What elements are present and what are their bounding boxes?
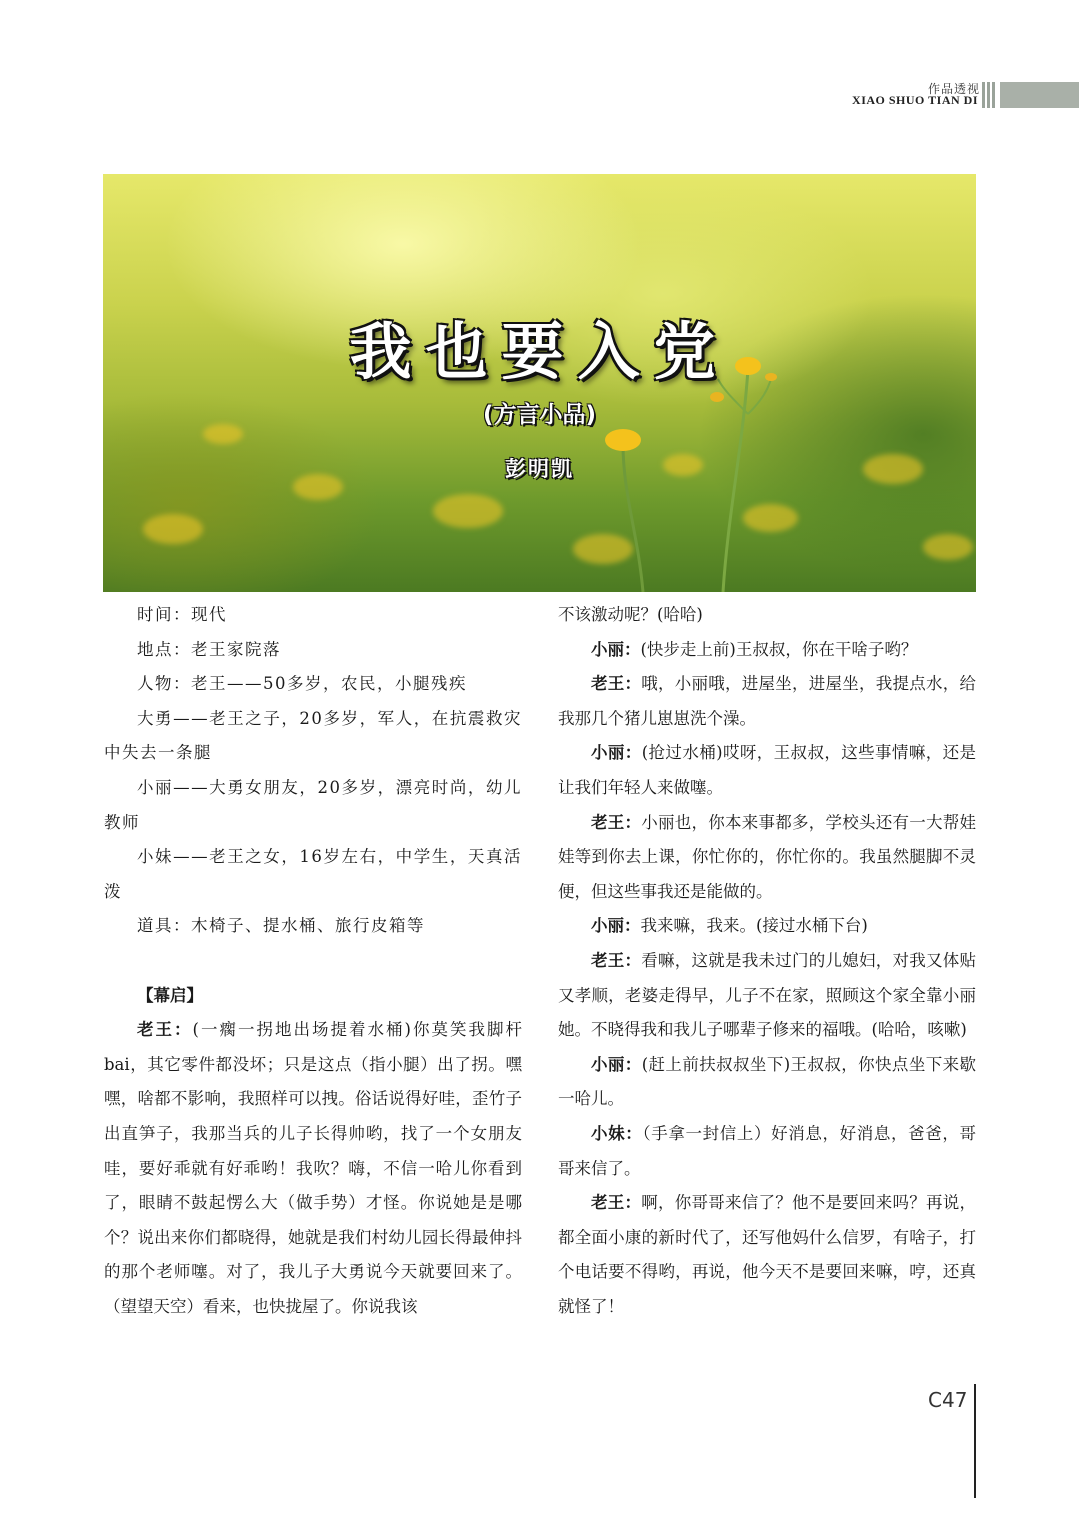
speaker-name: 小丽： — [591, 743, 642, 763]
paragraph-text: 看嘛，这就是我未过门的儿媳妇，对我又体贴又孝顺，老婆走得早，儿子不在家，照顾这个家全靠小丽她。不晓得我和我儿子哪辈子修来的福哦。(哈哈，咳嗽) — [558, 950, 976, 1040]
dialogue-line — [558, 1048, 976, 1117]
paragraph-gap — [104, 944, 522, 979]
article-subtitle: (方言小品) — [482, 402, 597, 428]
title-banner — [103, 174, 976, 592]
paragraph-text: 道具：木椅子、提水桶、旅行皮箱等 — [137, 916, 425, 936]
paragraph-text: 小丽——大勇女朋友，20多岁，漂亮时尚，幼儿教师 — [104, 777, 522, 832]
header-bar — [1000, 82, 1079, 108]
speaker-name: 小丽： — [591, 916, 641, 936]
text-column-right — [558, 598, 976, 1324]
header-stripes — [982, 82, 995, 108]
dialogue-line — [558, 1186, 976, 1324]
speaker-name: 老王： — [137, 1020, 193, 1040]
speaker-name: 小妹： — [591, 1123, 643, 1143]
speaker-name: 小丽： — [591, 1054, 642, 1074]
dialogue-line — [558, 909, 976, 944]
paragraph — [104, 909, 522, 944]
section-label-cn: 作品透视 — [927, 82, 980, 96]
speaker-name: 老王： — [591, 1193, 642, 1213]
paragraph-text: （手拿一封信上）好消息，好消息，爸爸，哥哥来信了。 — [558, 1123, 976, 1178]
paragraph-text: 小丽也，你本来事都多，学校头还有一大帮娃娃等到你去上课，你忙你的，你忙你的。我虽然腿脚不灵便，但这些事我还是能做的。 — [558, 812, 976, 901]
paragraph-text: (快步走上前)王叔叔，你在干啥子哟？ — [640, 639, 918, 659]
paragraph-text: 【幕启】 — [137, 985, 203, 1005]
footer-rule — [974, 1384, 976, 1498]
dialogue-line — [558, 633, 976, 668]
speaker-name: 老王： — [591, 950, 642, 970]
paragraph — [104, 633, 522, 668]
speaker-name: 老王： — [591, 674, 642, 694]
paragraph-text: 地点：老王家院落 — [137, 639, 281, 659]
section-label-en: XIAO SHUO TIAN DI — [852, 93, 978, 107]
page-number: C47 — [928, 1388, 968, 1412]
paragraph-text: 哦，小丽哦，进屋坐，进屋坐，我提点水，给我那几个猪儿崽崽洗个澡。 — [558, 674, 976, 728]
paragraph-text: 小妹——老王之女，16岁左右，中学生，天真活泼 — [104, 847, 522, 901]
dialogue-line — [558, 736, 976, 805]
text-column-left — [104, 598, 522, 1324]
paragraph — [104, 979, 522, 1014]
speaker-name: 老王： — [591, 812, 642, 832]
paragraph — [558, 598, 976, 633]
dialogue-line — [104, 1013, 522, 1324]
dialogue-line — [558, 1117, 976, 1186]
paragraph-text: 大勇——老王之子，20多岁，军人，在抗震救灾中失去一条腿 — [104, 708, 522, 763]
dialogue-line — [558, 806, 976, 910]
dialogue-line — [558, 944, 976, 1048]
paragraph — [104, 667, 522, 702]
paragraph — [104, 598, 522, 633]
paragraph-text: 时间：现代 — [137, 605, 227, 624]
paragraph — [104, 840, 522, 909]
paragraph — [104, 702, 522, 771]
article-title: 我也要入党 — [349, 315, 730, 388]
speaker-name: 小丽： — [591, 639, 641, 659]
paragraph-text: (一瘸一拐地出场提着水桶)你莫笑我脚杆bai，其它零件都没坏；只是这点（指小腿）出了拐。嘿嘿，啥都不影响，我照样可以拽。俗话说得好哇，歪竹子出直笋子，我那当兵的儿子长得帅哟，找了一个女朋友哇，要好乖就有好乖哟！我吹？嗨，不信一哈儿你看到了，眼睛不鼓起愣么大（做手势）才怪。你说她是是哪个？说出来你们都晓得，她就是我们村幼儿园长得最伸抖的那个老师噻。对了，我儿子大勇说今天就要回来了。（望望天空）看来，也快拢屋了。你说我该 — [104, 1020, 523, 1316]
paragraph-text: 人物：老王——50多岁，农民，小腿残疾 — [137, 674, 467, 694]
paragraph-text: 我来嘛，我来。(接过水桶下台) — [640, 916, 868, 936]
paragraph-text: 不该激动呢？(哈哈) — [558, 605, 703, 624]
paragraph-text: (赶上前扶叔叔坐下)王叔叔，你快点坐下来歇一哈儿。 — [558, 1054, 977, 1109]
paragraph — [104, 771, 522, 840]
paragraph-text: (抢过水桶)哎呀，王叔叔，这些事情嘛，还是让我们年轻人来做噻。 — [558, 743, 977, 797]
dialogue-line — [558, 667, 976, 736]
article-author: 彭明凯 — [505, 457, 574, 481]
paragraph-text: 啊，你哥哥来信了？他不是要回来吗？再说，都全面小康的新时代了，还写他妈什么信罗，有啥子，打个电话要不得哟，再说，他今天不是要回来嘛，哼，还真就怪了！ — [558, 1193, 976, 1316]
